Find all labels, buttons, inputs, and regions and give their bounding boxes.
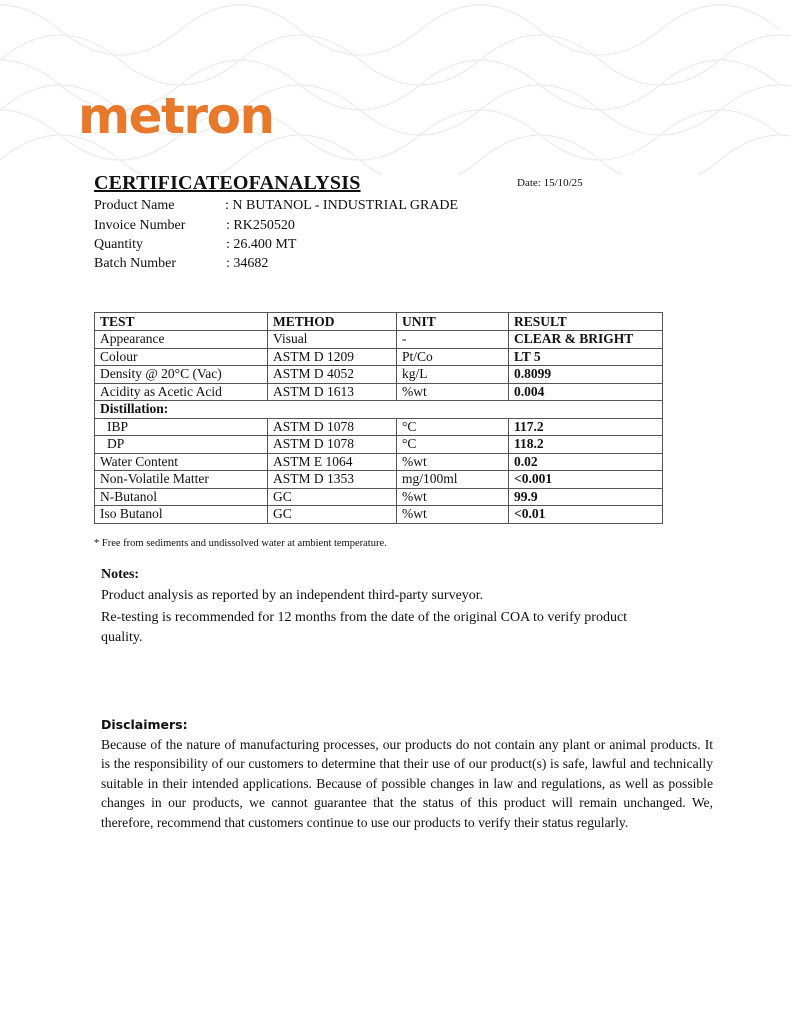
table-row [95,488,663,506]
table-footnote: * Free from sediments and undissolved water at ambient temperature. [94,538,387,549]
table-section-row [95,401,663,419]
cell-method: GC [268,488,397,506]
cell-result: 99.9 [509,488,663,506]
field-invoice-number [94,218,295,234]
document-title: CERTIFICATEOFANALYSIS [94,172,361,194]
cell-unit: - [397,331,509,349]
cell-method: ASTM D 1209 [268,348,397,366]
table-row [95,436,663,454]
field-value: : 34682 [226,256,269,271]
field-value: : RK250520 [226,218,295,233]
table-header-row [95,313,663,331]
cell-result: 0.02 [509,453,663,471]
notes-line-2: Re-testing is recommended for 12 months from the date of the original COA to verify product quality. [101,610,628,645]
cell-result: <0.01 [509,506,663,524]
document-date: Date: 15/10/25 [517,177,583,189]
table-row [95,471,663,489]
cell-test: IBP [95,418,268,436]
cell-result: 0.8099 [509,366,663,384]
header-unit: UNIT [397,313,509,331]
cell-result: CLEAR & BRIGHT [509,331,663,349]
cell-unit: °C [397,436,509,454]
cell-unit: kg/L [397,366,509,384]
cell-unit: %wt [397,506,509,524]
cell-method: ASTM D 1078 [268,418,397,436]
header-method: METHOD [268,313,397,331]
company-logo: metron [78,87,274,145]
disclaimers-body: Because of the nature of manufacturing processes, our products do not contain any plant or animal products. It is the responsibility of our customers to determine that their use of our product(s) is safe, lawful and technically suitable in their intended applications. Because of possible changes in law and regulations, as well as possible changes in our products, we cannot guarantee that the status of this product will remain unchanged. We, therefore, recommend that customers continue to use our products to verify their status regularly. [101,737,713,830]
cell-result: 118.2 [509,436,663,454]
cell-test: DP [95,436,268,454]
cell-unit: Pt/Co [397,348,509,366]
field-batch-number [94,256,268,272]
cell-test: Non-Volatile Matter [95,471,268,489]
table-row [95,418,663,436]
cell-test: Iso Butanol [95,506,268,524]
table-row [95,366,663,384]
cell-test: Water Content [95,453,268,471]
field-product-name [94,198,458,214]
field-label: Batch Number [94,256,177,271]
cell-test: Density @ 20°C (Vac) [95,366,268,384]
field-label: Invoice Number [94,218,186,233]
table-row [95,383,663,401]
section-distillation: Distillation: [95,401,663,419]
analysis-results-table [94,312,663,524]
table-row [95,506,663,524]
cell-test: Acidity as Acetic Acid [95,383,268,401]
field-value: : 26.400 MT [226,237,297,252]
cell-unit: %wt [397,488,509,506]
cell-method: ASTM D 4052 [268,366,397,384]
disclaimers-heading: Disclaimers: [101,717,188,732]
cell-method: Visual [268,331,397,349]
cell-method: GC [268,506,397,524]
cell-method: ASTM D 1078 [268,436,397,454]
table-row [95,453,663,471]
notes-line-1: Product analysis as reported by an independent third-party surveyor. [101,588,484,603]
header-test: TEST [95,313,268,331]
cell-unit: %wt [397,383,509,401]
cell-result: <0.001 [509,471,663,489]
field-quantity [94,237,296,253]
field-value: : N BUTANOL - INDUSTRIAL GRADE [225,198,459,213]
cell-method: ASTM E 1064 [268,453,397,471]
cell-result: 117.2 [509,418,663,436]
cell-method: ASTM D 1353 [268,471,397,489]
cell-result: LT 5 [509,348,663,366]
table-row [95,348,663,366]
cell-method: ASTM D 1613 [268,383,397,401]
cell-unit: mg/100ml [397,471,509,489]
header-result: RESULT [509,313,663,331]
notes-heading: Notes: [101,567,140,582]
table-row [95,331,663,349]
cell-result: 0.004 [509,383,663,401]
cell-unit: °C [397,418,509,436]
cell-unit: %wt [397,453,509,471]
cell-test: Appearance [95,331,268,349]
cell-test: N-Butanol [95,488,268,506]
field-label: Product Name [94,198,175,213]
cell-test: Colour [95,348,268,366]
field-label: Quantity [94,237,143,252]
